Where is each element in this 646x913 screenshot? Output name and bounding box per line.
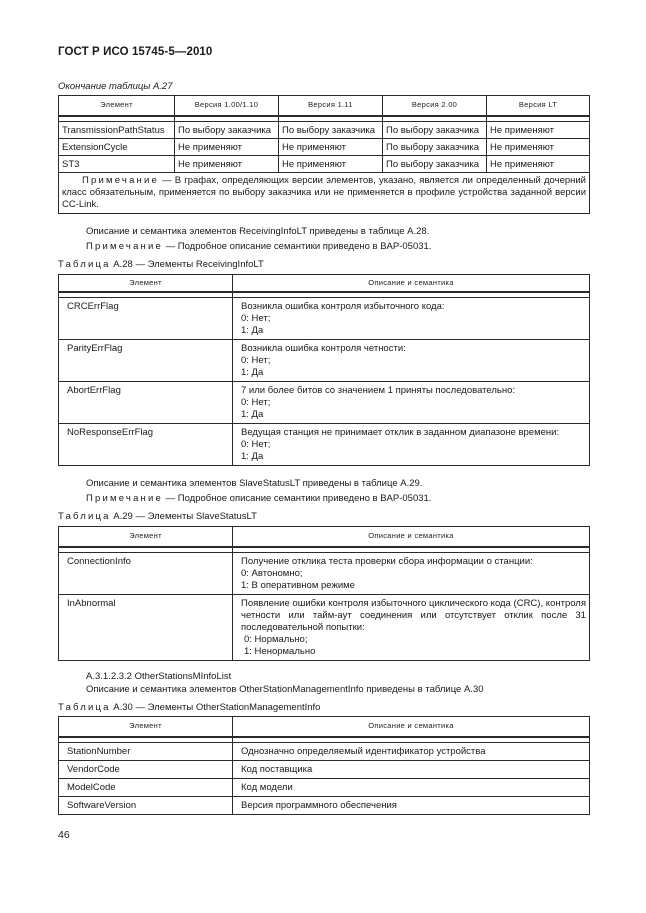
- table-a28-caption: [58, 259, 264, 271]
- element-cell: ParityErrFlag: [59, 339, 233, 381]
- desc-cell: [233, 297, 590, 339]
- table-cell: Не применяют: [487, 121, 590, 138]
- caption-text: А.28 — Элементы ReceivingInfoLT: [110, 259, 264, 270]
- document-header: ГОСТ Р ИСО 15745-5—2010: [58, 46, 213, 58]
- note-text: — Подробное описание семантики приведено в BAP-05031.: [163, 241, 432, 252]
- note-text: — Подробное описание семантики приведено в BAP-05031.: [163, 493, 432, 504]
- table-row: [59, 779, 590, 797]
- table-a27-header-element: Элемент: [59, 96, 175, 116]
- table-a29-header-element: Элемент: [59, 527, 233, 547]
- element-cell: InAbnormal: [59, 594, 233, 660]
- table-a27: [58, 95, 590, 214]
- table-row: [59, 297, 590, 339]
- table-a29-header-desc: Описание и семантика: [233, 527, 590, 547]
- table-row: [59, 138, 590, 155]
- caption-label: Таблица: [58, 259, 111, 270]
- desc-line: 0: Автономно;: [241, 567, 303, 579]
- note-label: Примечание: [86, 493, 163, 504]
- desc-line: Возникла ошибка контроля четности:: [241, 342, 406, 354]
- desc-line: 0: Нет;: [241, 354, 271, 366]
- table-a29: [58, 526, 590, 661]
- table-cell: ExtensionCycle: [59, 138, 175, 155]
- desc-line: 1: Да: [241, 408, 264, 420]
- desc-cell: [233, 339, 590, 381]
- caption-label: Таблица: [58, 511, 111, 522]
- desc-line: 1: Да: [241, 366, 264, 378]
- desc-cell: Однозначно определяемый идентификатор устройства: [233, 743, 590, 761]
- element-cell: SoftwareVersion: [59, 797, 233, 815]
- table-row: [59, 381, 590, 423]
- element-cell: CRCErrFlag: [59, 297, 233, 339]
- desc-line: 7 или более битов со значением 1 приняты последовательно:: [241, 384, 516, 396]
- table-note-row: [59, 172, 590, 213]
- table-cell: По выбору заказчика: [383, 155, 487, 172]
- desc-cell: Код модели: [233, 779, 590, 797]
- table-a27-note: [59, 172, 590, 213]
- paragraph-otherstation: Описание и семантика элементов OtherStationManagementInfo приведены в таблице А.30: [86, 684, 484, 695]
- desc-line: 0: Нет;: [241, 312, 271, 324]
- note-label: Примечание: [86, 241, 163, 252]
- table-cell: Не применяют: [279, 155, 383, 172]
- table-a27-header-v100: Версия 1.00/1.10: [175, 96, 279, 116]
- element-cell: ModelCode: [59, 779, 233, 797]
- note-text: — В графах, определяющих версии элементов, указано, является ли определенный дочерний класс обязательным, применяется по выбору заказчика или не применяется в профиле устройства заданной версии CC-Link.: [62, 174, 586, 210]
- table-cell: Не применяют: [175, 155, 279, 172]
- element-cell: NoResponseErrFlag: [59, 423, 233, 465]
- table-row: [59, 121, 590, 138]
- table-cell: По выбору заказчика: [383, 138, 487, 155]
- section-heading: [86, 671, 231, 683]
- desc-line: 0: Нормально;: [244, 633, 308, 645]
- desc-line: 1: Да: [241, 324, 264, 336]
- table-cell: По выбору заказчика: [175, 121, 279, 138]
- table-a30: [58, 716, 590, 815]
- section-title: OtherStationsMInfoList: [134, 671, 232, 682]
- table-a27-header-v111: Версия 1.11: [279, 96, 383, 116]
- table-row: [59, 743, 590, 761]
- desc-cell: Код поставщика: [233, 761, 590, 779]
- desc-line: Получение отклика теста проверки сбора информации о станции:: [241, 555, 533, 567]
- element-cell: VendorCode: [59, 761, 233, 779]
- table-a27-caption: Окончание таблицы А.27: [58, 81, 173, 92]
- desc-cell: [233, 423, 590, 465]
- table-cell: Не применяют: [279, 138, 383, 155]
- table-row: [59, 155, 590, 172]
- table-row: [59, 423, 590, 465]
- note-slavestatus: [86, 493, 431, 505]
- table-row: [59, 594, 590, 660]
- desc-line: 0: Нет;: [241, 396, 271, 408]
- table-a30-header-desc: Описание и семантика: [233, 717, 590, 737]
- table-a27-header-vlt: Версия LT: [487, 96, 590, 116]
- desc-cell: [233, 552, 590, 594]
- table-cell: По выбору заказчика: [383, 121, 487, 138]
- desc-paragraph: Появление ошибки контроля избыточного циклического кода (CRC), контроля четности или тайм-аут соединения или отсутствует отклик после 31 последовательной попытки:: [241, 597, 586, 633]
- table-row: [59, 761, 590, 779]
- table-a29-caption: [58, 511, 257, 523]
- table-cell: По выбору заказчика: [279, 121, 383, 138]
- caption-text: А.30 — Элементы OtherStationManagementInfo: [110, 702, 321, 713]
- table-a28-header-element: Элемент: [59, 275, 233, 292]
- desc-cell: [233, 594, 590, 660]
- table-a30-caption: [58, 702, 320, 714]
- table-row: [59, 797, 590, 815]
- desc-cell: [233, 381, 590, 423]
- table-cell: Не применяют: [175, 138, 279, 155]
- table-a28-header-desc: Описание и семантика: [233, 275, 590, 292]
- caption-text: А.29 — Элементы SlaveStatusLT: [110, 511, 257, 522]
- table-cell: Не применяют: [487, 138, 590, 155]
- desc-line: Возникла ошибка контроля избыточного кода:: [241, 300, 445, 312]
- table-cell: ST3: [59, 155, 175, 172]
- paragraph-slavestatus: Описание и семантика элементов SlaveStatusLT приведены в таблице А.29.: [86, 478, 423, 489]
- desc-line: 1: Ненормально: [244, 645, 316, 657]
- table-cell: TransmissionPathStatus: [59, 121, 175, 138]
- element-cell: StationNumber: [59, 743, 233, 761]
- desc-line: Ведущая станция не принимает отклик в заданном диапазоне времени:: [241, 426, 560, 438]
- desc-line: 0: Нет;: [241, 438, 271, 450]
- page-number: 46: [58, 829, 70, 841]
- desc-line: 1: Да: [241, 450, 264, 462]
- table-a30-header-element: Элемент: [59, 717, 233, 737]
- element-cell: AbortErrFlag: [59, 381, 233, 423]
- section-number: А.3.1.2.3.2: [86, 671, 132, 682]
- table-row: [59, 552, 590, 594]
- paragraph-receivinginfo: Описание и семантика элементов ReceivingInfoLT приведены в таблице А.28.: [86, 226, 430, 237]
- table-row: [59, 339, 590, 381]
- element-cell: ConnectionInfo: [59, 552, 233, 594]
- desc-line: 1: В оперативном режиме: [241, 579, 355, 591]
- note-receivinginfo: [86, 241, 431, 253]
- note-label: Примечание: [82, 174, 159, 186]
- table-a27-header-v200: Версия 2.00: [383, 96, 487, 116]
- caption-label: Таблица: [58, 702, 111, 713]
- table-a28: [58, 274, 590, 466]
- table-cell: Не применяют: [487, 155, 590, 172]
- desc-cell: Версия программного обеспечения: [233, 797, 590, 815]
